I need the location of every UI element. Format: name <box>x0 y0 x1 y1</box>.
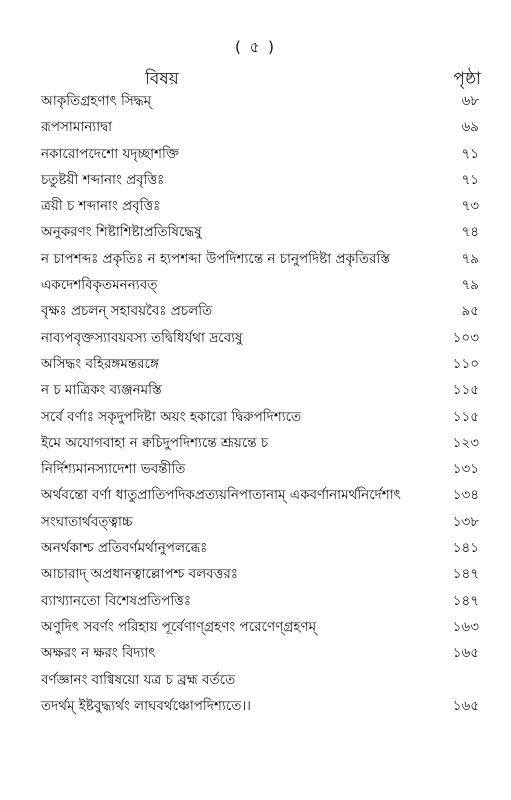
toc-entry-title: আকৃতিগ্রহণাৎ সিদ্ধম্ <box>41 93 152 109</box>
toc-entry-title: বৃক্ষঃ প্রচলন্ সহাবয়বৈঃ প্রচলতি <box>41 303 213 320</box>
toc-row <box>0 246 511 272</box>
toc-entry-title: সংঘাতার্থবত্ত্বাচ্চ <box>41 513 133 530</box>
toc-entry-page: ১৬৫ <box>452 645 479 662</box>
toc-entry-title: অনুকরণং শিষ্টাশিষ্টাপ্রতিষিদ্ধেষু <box>41 224 202 241</box>
header-page: পৃষ্ঠা <box>453 69 481 89</box>
toc-entry-page: ১৩৮ <box>452 513 479 530</box>
toc-entry-page: ১৬৫ <box>452 697 479 714</box>
toc-row <box>0 640 511 666</box>
toc-entry-page: ৭৪ <box>461 224 479 241</box>
toc-list <box>0 88 511 719</box>
toc-entry-page: ১৪৭ <box>452 566 479 583</box>
toc-header <box>0 66 511 90</box>
toc-entry-page: ১৩৪ <box>452 487 479 504</box>
toc-entry-title: অণুদিৎ সবর্ণং পরিহায় পূর্বেণাণ্গ্রহণং পরেণেণ্গ্রহণম্ <box>41 618 317 635</box>
toc-entry-page: ৬৮ <box>461 93 479 109</box>
toc-entry-page: ৭১ <box>461 145 479 162</box>
header-subject: বিষয় <box>145 69 179 89</box>
toc-entry-title: নাব্যপবৃক্তস্যাবয়বস্য তদ্বিধির্যথা দ্রব্যেষু <box>41 329 243 346</box>
toc-entry-title: রূপসামান্যাদ্বা <box>41 119 113 136</box>
toc-entry-title: চতুষ্টয়ী শব্দানাং প্রবৃত্তিঃ <box>41 171 165 188</box>
toc-row <box>0 456 511 482</box>
toc-entry-page: ১১৫ <box>452 382 479 399</box>
toc-row <box>0 325 511 351</box>
toc-entry-title: অর্থবন্তো বর্ণা ধাতুপ্রাতিপদিকপ্রত্যয়নিপাতানাম্ একবর্ণানামর্থনির্দেশাৎ <box>41 487 401 504</box>
toc-row <box>0 219 511 245</box>
toc-entry-page: ১৬৩ <box>452 618 479 635</box>
toc-entry-title: বর্ণজ্ঞানং বাগ্বিষয়ো যত্র চ ব্রহ্ম বর্ততে <box>41 671 236 688</box>
toc-row <box>0 167 511 193</box>
toc-entry-page: ১০৩ <box>452 329 479 346</box>
toc-entry-page: ১৪১ <box>452 540 479 557</box>
toc-row <box>0 535 511 561</box>
toc-row <box>0 667 511 693</box>
toc-row <box>0 614 511 640</box>
toc-entry-title: সর্বে বর্ণাঃ সকৃদুপদিষ্টা অয়ং হকারো দ্বিরুপদিশ্যতে <box>41 408 302 425</box>
toc-entry-page: ১৩১ <box>452 461 479 478</box>
toc-entry-title: নকারোপদেশো যদৃচ্ছাশক্তি <box>41 145 180 162</box>
toc-entry-title: অনর্থকাশ্চ প্রতিবর্ণমর্থানুপলব্ধেঃ <box>41 540 208 557</box>
toc-entry-title: ইমে অযোগবাহা ন ক্বচিদুপদিশ্যন্তে শ্রূয়ন্তে চ <box>41 434 269 451</box>
toc-entry-page: ১১০ <box>452 355 479 372</box>
toc-row <box>0 272 511 298</box>
toc-entry-page: ৭৯ <box>461 250 479 267</box>
toc-row <box>0 114 511 140</box>
toc-entry-title: ন চ মাত্রিকং ব্যঞ্জনমস্তি <box>41 382 162 399</box>
toc-entry-page: ৭৯ <box>461 277 479 294</box>
toc-row <box>0 482 511 508</box>
toc-entry-title: অক্ষরং ন ক্ষরং বিদ্যাৎ <box>41 645 156 662</box>
toc-entry-title: অসিদ্ধং বহিরঙ্গমন্তরঙ্গে <box>41 355 159 372</box>
toc-row <box>0 561 511 587</box>
toc-row <box>0 141 511 167</box>
toc-entry-page: ১৪৭ <box>452 592 479 609</box>
toc-row <box>0 193 511 219</box>
toc-entry-page: ১২৩ <box>452 434 479 451</box>
toc-entry-page: ৭৩ <box>461 198 479 215</box>
toc-entry-title: ন চাপশব্দঃ প্রকৃতিঃ ন হ্যপশব্দা উপদিশ্যন্তে ন চানুপদিষ্টা প্রকৃতিরস্তি <box>41 250 390 267</box>
toc-row <box>0 509 511 535</box>
toc-entry-page: ৬৯ <box>461 119 479 136</box>
toc-row <box>0 693 511 719</box>
toc-entry-title: একদেশবিকৃতমনন্যবত্ <box>41 277 158 294</box>
toc-row <box>0 430 511 456</box>
toc-entry-title: আচারাদ্ অপ্রধানত্বাল্লোপশ্চ বলবত্তরঃ <box>41 566 238 583</box>
toc-entry-title: ত্রয়ী চ শব্দানাং প্রবৃত্তিঃ <box>41 198 161 215</box>
toc-row <box>0 404 511 430</box>
toc-entry-title: ব্যাখ্যানতো বিশেষপ্রতিপত্তিঃ <box>41 592 192 609</box>
toc-row <box>0 298 511 324</box>
toc-row <box>0 377 511 403</box>
toc-row <box>0 588 511 614</box>
toc-entry-page: ১১৫ <box>452 408 479 425</box>
toc-entry-title: তদর্থম্ ইষ্টবুদ্ধ্যর্থং লাঘবর্থঞ্চোপদিশ্যতে।। <box>41 697 251 714</box>
toc-row <box>0 88 511 114</box>
page-number: ( ৫ ) <box>235 38 276 56</box>
toc-entry-title: নির্দিশ্যমানস্যাদেশা ভবন্তীতি <box>41 461 186 478</box>
toc-entry-page: ৯৫ <box>461 303 479 320</box>
toc-entry-page: ৭১ <box>461 171 479 188</box>
toc-row <box>0 351 511 377</box>
